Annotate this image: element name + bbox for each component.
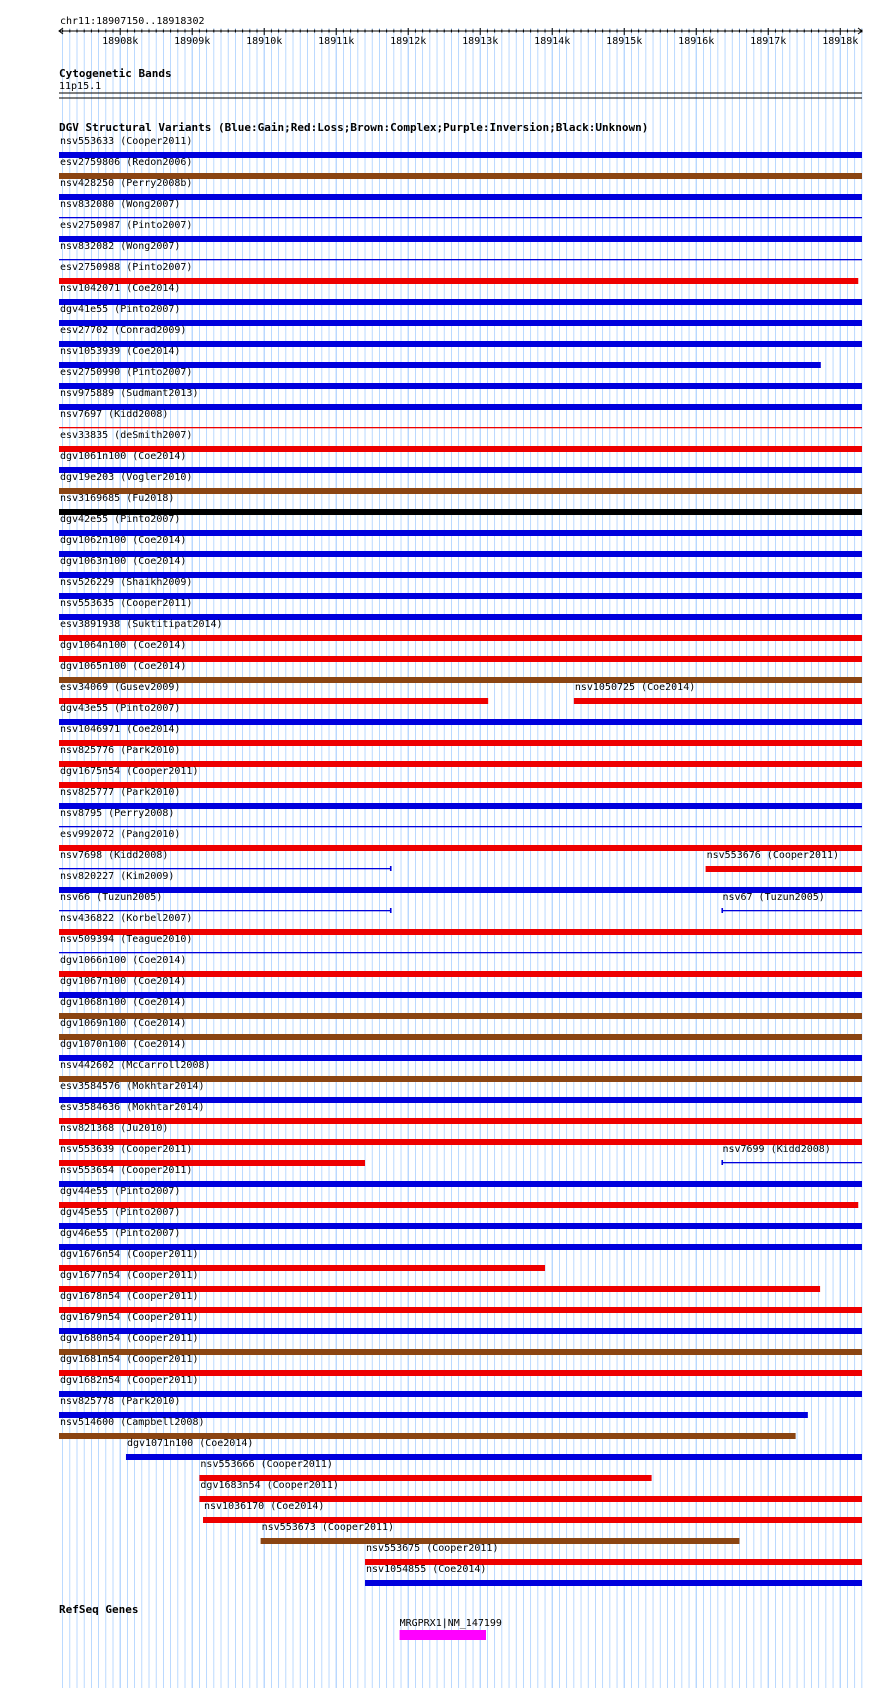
variant-bar bbox=[574, 698, 862, 704]
variant-label: dgv44e55 (Pinto2007) bbox=[60, 1186, 181, 1197]
ruler-tick-label: 18909k bbox=[174, 36, 211, 47]
ruler-tick-label: 18916k bbox=[678, 36, 715, 47]
variant-bar bbox=[59, 259, 862, 260]
variant-label: nsv975889 (Sudmant2013) bbox=[60, 388, 199, 399]
variant-label: dgv1065n100 (Coe2014) bbox=[60, 661, 187, 672]
variant-label: dgv1061n100 (Coe2014) bbox=[60, 451, 187, 462]
gene-bar bbox=[400, 1630, 486, 1640]
ruler-tick-label: 18911k bbox=[318, 36, 355, 47]
variant-bar bbox=[59, 868, 391, 869]
variant-label: nsv553673 (Cooper2011) bbox=[261, 1522, 395, 1533]
variant-bar bbox=[59, 217, 862, 218]
variant-label: nsv7698 (Kidd2008) bbox=[60, 850, 169, 861]
variant-label: dgv1682n54 (Cooper2011) bbox=[60, 1375, 199, 1386]
variant-label: esv2759806 (Redon2006) bbox=[60, 157, 193, 168]
variant-label: dgv1679n54 (Cooper2011) bbox=[60, 1312, 199, 1323]
ruler-axis bbox=[59, 28, 862, 47]
variant-label: nsv1046971 (Coe2014) bbox=[60, 724, 181, 735]
variant-label: dgv1062n100 (Coe2014) bbox=[60, 535, 187, 546]
refseq-features bbox=[400, 1618, 502, 1640]
variant-label: dgv1063n100 (Coe2014) bbox=[60, 556, 187, 567]
ruler-tick-label: 18908k bbox=[102, 36, 139, 47]
variant-bar bbox=[261, 1538, 740, 1544]
variant-bar bbox=[59, 826, 862, 827]
variant-label: dgv1675n54 (Cooper2011) bbox=[60, 766, 199, 777]
variant-bar bbox=[59, 488, 862, 494]
variant-label: nsv832082 (Wong2007) bbox=[60, 241, 181, 252]
dgv-track-title: DGV Structural Variants (Blue:Gain;Red:Loss;Brown:Complex;Purple:Inversion;Black:Unknown) bbox=[59, 121, 649, 134]
variant-bar bbox=[59, 910, 391, 911]
ruler-tick-label: 18917k bbox=[750, 36, 787, 47]
variant-bar bbox=[706, 866, 862, 872]
variant-label: nsv553654 (Cooper2011) bbox=[60, 1165, 193, 1176]
variant-label: dgv42e55 (Pinto2007) bbox=[60, 514, 181, 525]
variant-label: nsv553666 (Cooper2011) bbox=[200, 1459, 333, 1470]
variant-label: dgv1678n54 (Cooper2011) bbox=[60, 1291, 199, 1302]
variant-label: dgv46e55 (Pinto2007) bbox=[60, 1228, 181, 1239]
variant-label: nsv1050725 (Coe2014) bbox=[574, 682, 696, 693]
variant-label: dgv1067n100 (Coe2014) bbox=[60, 976, 187, 987]
gene-label: MRGPRX1|NM_147199 bbox=[399, 1618, 502, 1629]
variant-label: nsv436822 (Korbel2007) bbox=[60, 913, 193, 924]
variant-label: nsv832080 (Wong2007) bbox=[60, 199, 181, 210]
variant-label: nsv3169685 (Fu2018) bbox=[60, 493, 175, 504]
variant-label: nsv553676 (Cooper2011) bbox=[706, 850, 840, 861]
variant-label: nsv526229 (Shaikh2009) bbox=[60, 577, 193, 588]
variant-label: nsv442602 (McCarroll2008) bbox=[60, 1060, 211, 1071]
variant-label: nsv514600 (Campbell2008) bbox=[60, 1417, 205, 1428]
variant-bar bbox=[365, 1580, 862, 1586]
variant-label: dgv1066n100 (Coe2014) bbox=[60, 955, 187, 966]
variant-label: nsv821368 (Ju2010) bbox=[60, 1123, 169, 1134]
variant-label: nsv7699 (Kidd2008) bbox=[722, 1144, 831, 1155]
variant-label: nsv66 (Tuzun2005) bbox=[60, 892, 163, 903]
variant-bar bbox=[59, 1118, 862, 1124]
variant-label: nsv820227 (Kim2009) bbox=[60, 871, 175, 882]
variant-label: dgv1071n100 (Coe2014) bbox=[126, 1438, 254, 1449]
variant-label: esv3584636 (Mokhtar2014) bbox=[60, 1102, 205, 1113]
variant-bar bbox=[721, 1162, 862, 1163]
variant-label: dgv43e55 (Pinto2007) bbox=[60, 703, 181, 714]
position-label: chr11:18907150..18918302 bbox=[60, 16, 205, 27]
variant-label: nsv67 (Tuzun2005) bbox=[722, 892, 825, 903]
ruler-tick-label: 18912k bbox=[390, 36, 427, 47]
variant-start-cap bbox=[721, 1160, 723, 1165]
variant-label: nsv1054855 (Coe2014) bbox=[366, 1564, 487, 1575]
variant-label: dgv1070n100 (Coe2014) bbox=[60, 1039, 187, 1050]
variant-label: esv2750987 (Pinto2007) bbox=[60, 220, 193, 231]
variant-label: nsv825776 (Park2010) bbox=[60, 745, 181, 756]
variant-label: esv2750990 (Pinto2007) bbox=[60, 367, 193, 378]
variant-label: nsv1053939 (Coe2014) bbox=[60, 346, 181, 357]
variant-label: dgv19e203 (Vogler2010) bbox=[60, 472, 193, 483]
variant-label: dgv1069n100 (Coe2014) bbox=[60, 1018, 187, 1029]
variant-label: nsv553675 (Cooper2011) bbox=[366, 1543, 499, 1554]
variant-label: nsv825777 (Park2010) bbox=[60, 787, 181, 798]
variant-label: dgv1068n100 (Coe2014) bbox=[60, 997, 187, 1008]
variant-label: nsv8795 (Perry2008) bbox=[60, 808, 175, 819]
ruler-tick-label: 18914k bbox=[534, 36, 571, 47]
variant-bar bbox=[721, 910, 862, 911]
ruler-tick-label: 18918k bbox=[822, 36, 859, 47]
variant-label: nsv509394 (Teague2010) bbox=[60, 934, 193, 945]
variant-label: nsv553639 (Cooper2011) bbox=[60, 1144, 193, 1155]
variant-end-cap bbox=[390, 908, 392, 913]
ruler-tick-label: 18910k bbox=[246, 36, 283, 47]
variant-label: nsv1036170 (Coe2014) bbox=[204, 1501, 325, 1512]
variant-end-cap bbox=[390, 866, 392, 871]
ruler-tick-label: 18915k bbox=[606, 36, 643, 47]
variant-label: nsv428250 (Perry2008b) bbox=[60, 178, 193, 189]
variant-start-cap bbox=[721, 908, 723, 913]
variant-bar bbox=[59, 404, 862, 410]
variant-label: nsv553633 (Cooper2011) bbox=[60, 136, 193, 147]
variant-label: esv3584576 (Mokhtar2014) bbox=[60, 1081, 205, 1092]
variant-label: esv27702 (Conrad2009) bbox=[60, 325, 187, 336]
variant-label: nsv553635 (Cooper2011) bbox=[60, 598, 193, 609]
variant-label: dgv41e55 (Pinto2007) bbox=[60, 304, 181, 315]
variant-label: esv2750988 (Pinto2007) bbox=[60, 262, 193, 273]
cytoband-label: 11p15.1 bbox=[59, 81, 102, 92]
variant-label: dgv45e55 (Pinto2007) bbox=[60, 1207, 181, 1218]
variant-label: nsv7697 (Kidd2008) bbox=[60, 409, 169, 420]
variant-label: dgv1064n100 (Coe2014) bbox=[60, 640, 187, 651]
dgv-features bbox=[59, 136, 862, 1586]
variant-bar bbox=[59, 803, 862, 809]
refseq-track-title: RefSeq Genes bbox=[59, 1603, 139, 1616]
variant-label: dgv1681n54 (Cooper2011) bbox=[60, 1354, 199, 1365]
variant-bar bbox=[59, 952, 862, 953]
variant-label: esv992072 (Pang2010) bbox=[60, 829, 181, 840]
variant-label: esv3891938 (Suktitipat2014) bbox=[60, 619, 223, 630]
variant-label: esv33835 (deSmith2007) bbox=[60, 430, 193, 441]
variant-label: dgv1677n54 (Cooper2011) bbox=[60, 1270, 199, 1281]
variant-label: nsv1042071 (Coe2014) bbox=[60, 283, 181, 294]
variant-label: nsv825778 (Park2010) bbox=[60, 1396, 181, 1407]
variant-label: dgv1680n54 (Cooper2011) bbox=[60, 1333, 199, 1344]
variant-label: dgv1683n54 (Cooper2011) bbox=[200, 1480, 339, 1491]
variant-label: dgv1676n54 (Cooper2011) bbox=[60, 1249, 199, 1260]
variant-label: esv34069 (Gusev2009) bbox=[60, 682, 181, 693]
variant-bar bbox=[59, 427, 862, 428]
ruler-tick-label: 18913k bbox=[462, 36, 499, 47]
cytoband-track-title: Cytogenetic Bands bbox=[59, 67, 172, 80]
